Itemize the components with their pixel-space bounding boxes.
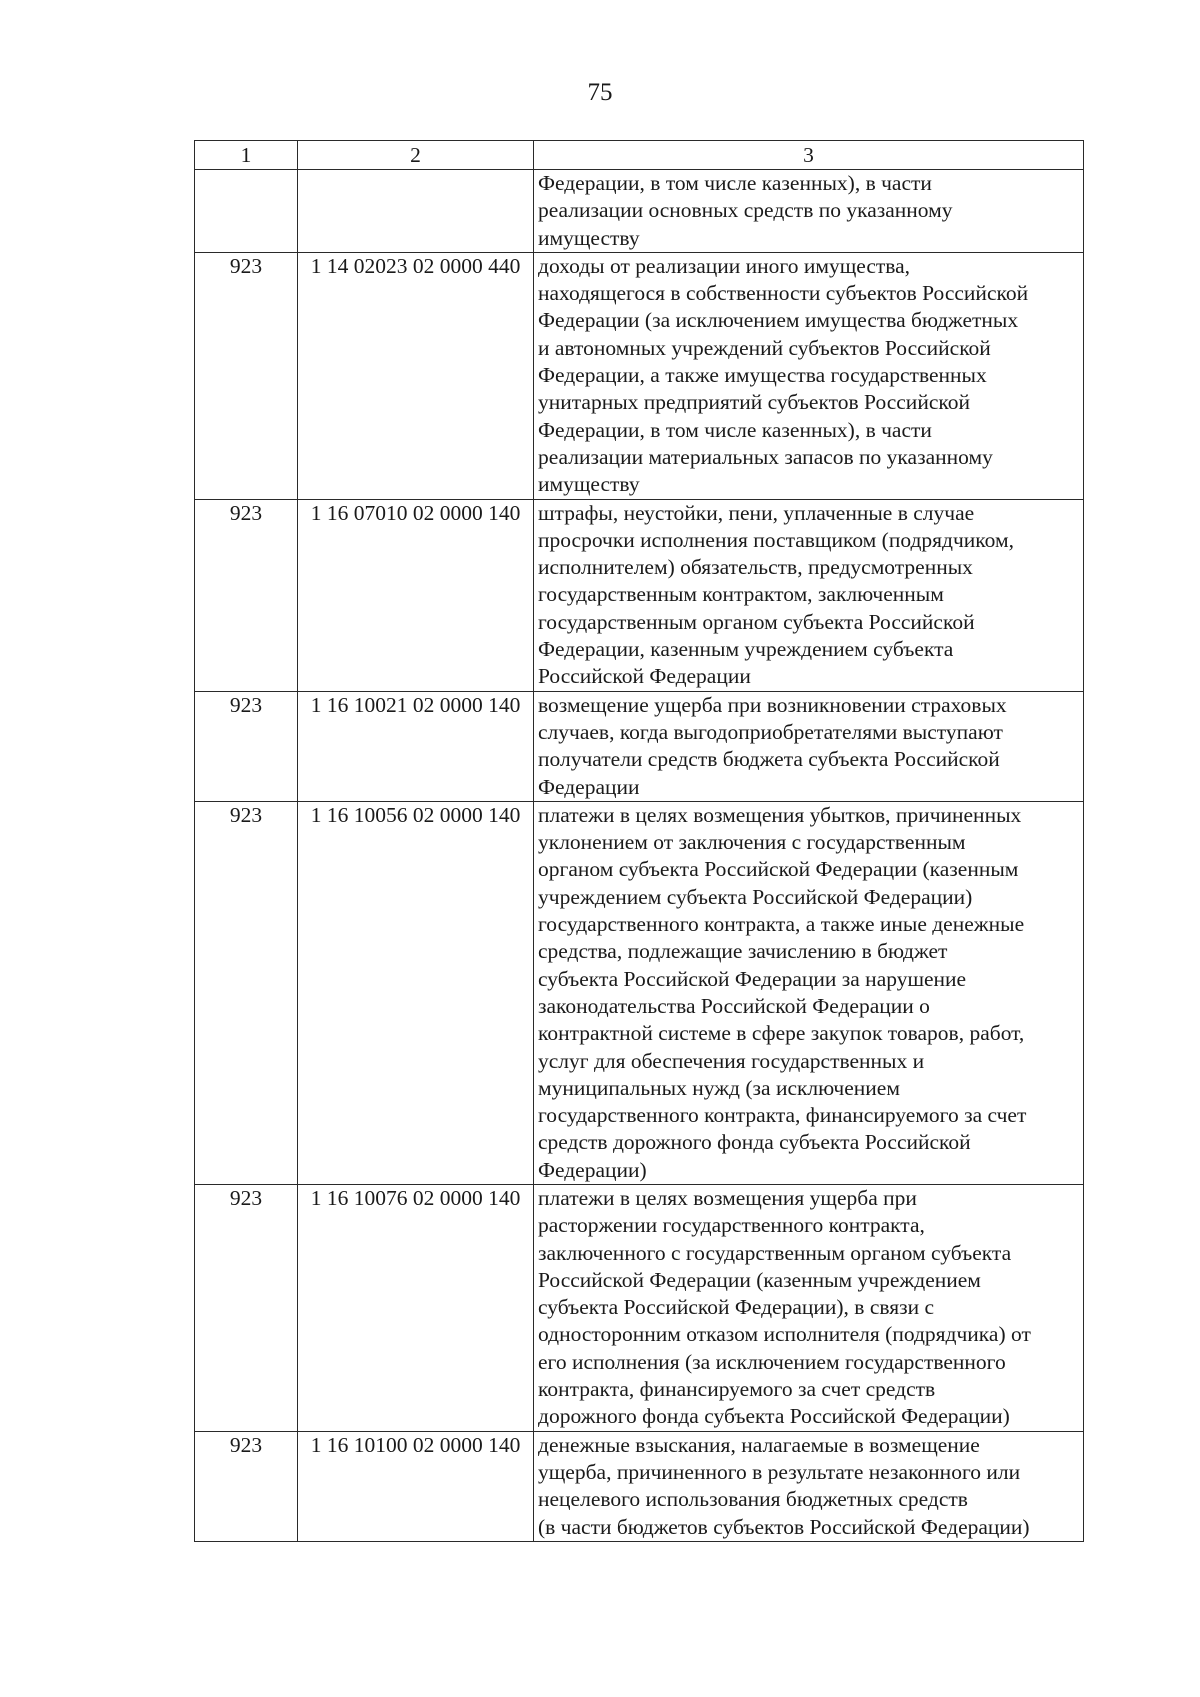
revenue-name-cell <box>534 691 1084 801</box>
table-row <box>195 691 1084 801</box>
revenue-code-cell <box>298 170 534 253</box>
revenue-name-line: нецелевого использования бюджетных средств <box>538 1487 968 1512</box>
revenue-name-line: контрактной системе в сфере закупок товаров, работ, <box>538 1021 1025 1046</box>
revenue-name-line: расторжении государственного контракта, <box>538 1213 925 1238</box>
table-row <box>195 1184 1084 1431</box>
revenue-name-line: учреждением субъекта Российской Федерации) <box>538 884 973 909</box>
revenue-name-cell <box>534 1184 1084 1431</box>
revenue-name-line: заключенного с государственным органом субъекта <box>538 1240 1012 1265</box>
revenue-name-line: средств дорожного фонда субъекта Российской <box>538 1130 971 1155</box>
table-body <box>195 141 1084 1542</box>
admin-code-cell <box>195 170 298 253</box>
revenue-name-line: находящегося в собственности субъектов Российской <box>538 281 1029 306</box>
revenue-name-line: односторонним отказом исполнителя (подрядчика) от <box>538 1322 1031 1347</box>
revenue-code-cell: 1 16 10076 02 0000 140 <box>298 1184 534 1431</box>
revenue-code-cell: 1 16 07010 02 0000 140 <box>298 499 534 691</box>
revenue-name-line: субъекта Российской Федерации за нарушение <box>538 966 967 991</box>
revenue-name-line: платежи в целях возмещения ущерба при <box>538 1185 917 1210</box>
revenue-name-line: и автономных учреждений субъектов Российской <box>538 335 991 360</box>
page-number: 75 <box>587 79 613 106</box>
revenue-name-line: платежи в целях возмещения убытков, причиненных <box>538 802 1022 827</box>
revenue-name-line: законодательства Российской Федерации о <box>538 993 930 1018</box>
revenue-name-line: имуществу <box>538 225 640 250</box>
table-row <box>195 1431 1084 1541</box>
revenue-name-line: исполнителем) обязательств, предусмотренных <box>538 555 973 580</box>
revenue-name-line: его исполнения (за исключением государственного <box>538 1349 1006 1374</box>
revenue-name-line: государственного контракта, финансируемого за счет <box>538 1103 1027 1128</box>
revenue-name-line: субъекта Российской Федерации), в связи с <box>538 1295 935 1320</box>
revenue-code-cell: 1 14 02023 02 0000 440 <box>298 252 534 499</box>
revenue-name-line: получатели средств бюджета субъекта Российской <box>538 747 1000 772</box>
revenue-name-line: штрафы, неустойки, пени, уплаченные в случае <box>538 500 975 525</box>
revenue-name-line: органом субъекта Российской Федерации (казенным <box>538 857 1019 882</box>
revenue-name-line: уклонением от заключения с государственным <box>538 830 966 855</box>
revenue-name-line: реализации основных средств по указанному <box>538 198 953 223</box>
revenue-codes-table <box>194 140 1084 1542</box>
admin-code-cell: 923 <box>195 1184 298 1431</box>
table-row <box>195 170 1084 253</box>
admin-code-cell: 923 <box>195 499 298 691</box>
revenue-name-line: Российской Федерации <box>538 664 751 689</box>
column-header-1: 1 <box>195 141 298 170</box>
revenue-name-line: Федерации) <box>538 1157 647 1182</box>
revenue-name-line: Федерации, в том числе казенных), в части <box>538 171 932 195</box>
revenue-name-line: Федерации, а также имущества государственных <box>538 363 987 388</box>
revenue-name-line: услуг для обеспечения государственных и <box>538 1048 925 1073</box>
revenue-name-line: Федерации (за исключением имущества бюджетных <box>538 308 1019 333</box>
revenue-name-line: Российской Федерации (казенным учреждением <box>538 1267 981 1292</box>
revenue-name-cell <box>534 252 1084 499</box>
revenue-code-cell: 1 16 10056 02 0000 140 <box>298 801 534 1184</box>
table-row <box>195 801 1084 1184</box>
revenue-code-cell: 1 16 10100 02 0000 140 <box>298 1431 534 1541</box>
revenue-name-line: контракта, финансируемого за счет средств <box>538 1377 936 1402</box>
revenue-name-line: средства, подлежащие зачислению в бюджет <box>538 939 948 964</box>
admin-code-cell: 923 <box>195 252 298 499</box>
table-header-row <box>195 141 1084 170</box>
revenue-name-line: имуществу <box>538 472 640 497</box>
revenue-name-line: реализации материальных запасов по указанному <box>538 444 993 469</box>
revenue-name-line: доходы от реализации иного имущества, <box>538 253 911 278</box>
revenue-name-line: Федерации <box>538 774 640 799</box>
admin-code-cell: 923 <box>195 1431 298 1541</box>
revenue-name-line: Федерации, в том числе казенных), в части <box>538 417 932 442</box>
admin-code-cell: 923 <box>195 691 298 801</box>
revenue-name-line: дорожного фонда субъекта Российской Федерации) <box>538 1404 1010 1429</box>
revenue-name-line: просрочки исполнения поставщиком (подрядчиком, <box>538 527 1014 552</box>
column-header-2: 2 <box>298 141 534 170</box>
revenue-code-cell: 1 16 10021 02 0000 140 <box>298 691 534 801</box>
revenue-name-line: возмещение ущерба при возникновении страховых <box>538 692 1007 717</box>
revenue-name-line: ущерба, причиненного в результате незаконного или <box>538 1459 1021 1484</box>
revenue-name-cell <box>534 170 1084 253</box>
revenue-name-cell <box>534 1431 1084 1541</box>
column-header-3: 3 <box>534 141 1084 170</box>
revenue-name-line: (в части бюджетов субъектов Российской Федерации) <box>538 1514 1030 1539</box>
revenue-name-line: муниципальных нужд (за исключением <box>538 1075 900 1100</box>
table-row <box>195 252 1084 499</box>
revenue-name-line: государственного контракта, а также иные денежные <box>538 912 1025 937</box>
revenue-name-line: государственным контрактом, заключенным <box>538 582 944 607</box>
admin-code-cell: 923 <box>195 801 298 1184</box>
revenue-name-line: Федерации, казенным учреждением субъекта <box>538 637 954 662</box>
revenue-name-cell <box>534 499 1084 691</box>
revenue-name-line: случаев, когда выгодоприобретателями выступают <box>538 719 1003 744</box>
revenue-name-line: унитарных предприятий субъектов Российской <box>538 390 970 415</box>
table-row <box>195 499 1084 691</box>
revenue-name-line: денежные взыскания, налагаемые в возмещение <box>538 1432 980 1457</box>
revenue-name-line: государственным органом субъекта Российской <box>538 609 975 634</box>
revenue-name-cell <box>534 801 1084 1184</box>
